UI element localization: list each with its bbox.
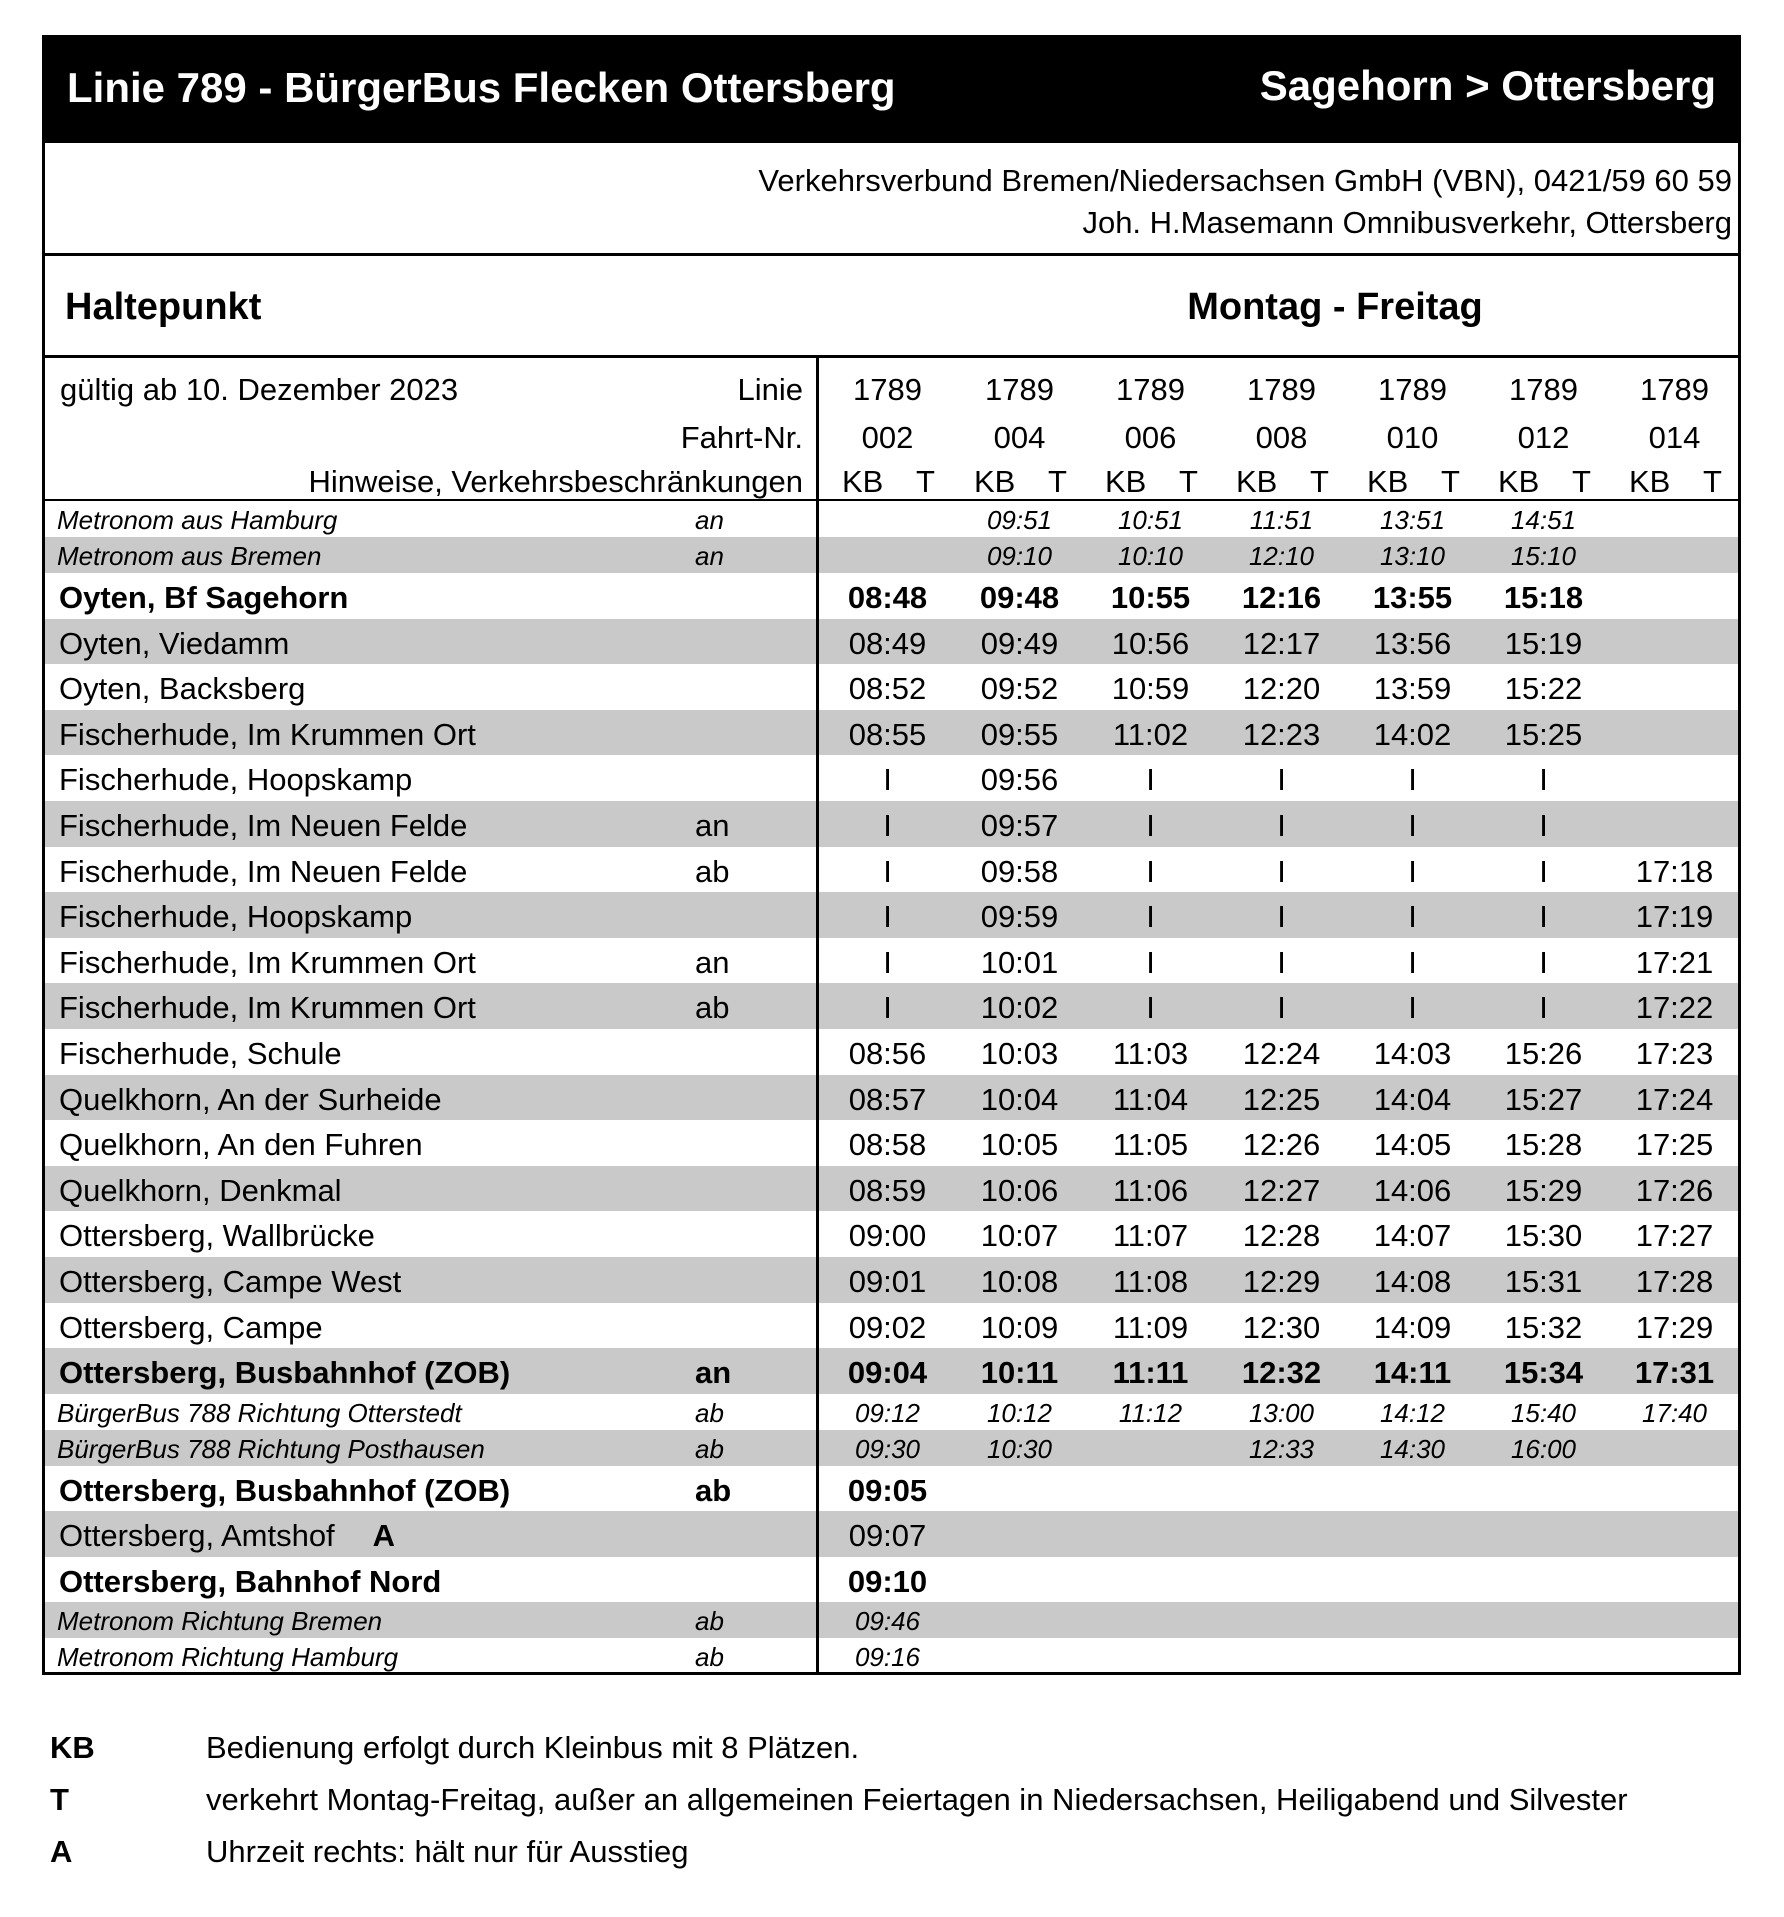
- stop-name-text: Quelkhorn, An den Fuhren: [59, 1127, 423, 1163]
- note-t: T: [1441, 464, 1460, 499]
- note-t: T: [1179, 464, 1198, 499]
- time-cell: 10:09: [980, 1309, 1059, 1345]
- table-row: [45, 1602, 1738, 1638]
- note-kb: KB: [1105, 464, 1147, 499]
- table-row: [45, 983, 1738, 1029]
- time-cell: I: [1539, 899, 1548, 935]
- time-cell: 09:59: [980, 899, 1059, 935]
- time-cell: I: [883, 807, 892, 843]
- time-cell: 08:59: [848, 1172, 927, 1208]
- time-cell: 09:16: [854, 1642, 921, 1673]
- time-cell: 12:25: [1242, 1081, 1321, 1117]
- stop-name: [57, 1434, 485, 1465]
- stop-name-text: BürgerBus 788 Richtung Posthausen: [57, 1433, 485, 1464]
- note-t: T: [1048, 464, 1067, 499]
- time-cell: 12:24: [1242, 1035, 1321, 1071]
- time-cell: 11:09: [1112, 1309, 1189, 1345]
- days-header: [45, 256, 1738, 358]
- time-cell: I: [883, 990, 892, 1026]
- time-cell: 10:05: [980, 1127, 1059, 1163]
- time-cell: 08:57: [848, 1081, 927, 1117]
- stop-rows: [45, 501, 1738, 1674]
- time-cell: I: [1277, 944, 1286, 980]
- stop-name-text: Metronom aus Hamburg: [57, 505, 338, 535]
- time-cell: I: [1539, 990, 1548, 1026]
- table-row: [45, 710, 1738, 756]
- arrival-departure-mark: an: [695, 807, 730, 843]
- time-cell: 09:12: [854, 1397, 921, 1428]
- time-cell: 12:29: [1242, 1263, 1321, 1299]
- time-cell: 14:03: [1373, 1035, 1452, 1071]
- stop-name: [59, 854, 467, 890]
- stop-name: [59, 899, 412, 935]
- time-cell: 12:30: [1242, 1309, 1321, 1345]
- arrival-departure-mark: ab: [695, 853, 730, 889]
- time-cell: I: [883, 944, 892, 980]
- legend-item: [50, 1834, 1750, 1886]
- arrival-departure-mark: ab: [695, 1606, 724, 1637]
- time-cell: 17:25: [1635, 1127, 1714, 1163]
- time-cell: 10:06: [980, 1172, 1059, 1208]
- table-row: [45, 892, 1738, 938]
- time-cell: 12:17: [1242, 625, 1321, 661]
- time-cell: I: [1277, 990, 1286, 1026]
- time-cell: 14:11: [1373, 1355, 1452, 1391]
- stop-name-text: BürgerBus 788 Richtung Otterstedt: [57, 1397, 462, 1428]
- time-cell: 17:18: [1635, 853, 1714, 889]
- trip-linie: 1789: [1116, 372, 1185, 407]
- time-cell: 09:46: [854, 1606, 921, 1637]
- arrival-departure-mark: an: [695, 541, 724, 571]
- trip-fahrt-nr: 002: [861, 420, 914, 455]
- trip-fahrt-nr: 004: [993, 420, 1046, 455]
- haltepunkt-heading: Haltepunkt: [65, 286, 262, 328]
- time-cell: I: [883, 762, 892, 798]
- table-row: [45, 1303, 1738, 1349]
- hinweise-label: Hinweise, Verkehrsbeschränkungen: [308, 464, 803, 499]
- stop-name-text: Metronom Richtung Hamburg: [57, 1642, 399, 1673]
- note-kb: KB: [1498, 464, 1540, 499]
- time-cell: 09:00: [848, 1218, 927, 1254]
- stop-name: [59, 1310, 323, 1346]
- time-cell: 10:59: [1111, 671, 1190, 707]
- time-cell: 15:31: [1504, 1263, 1583, 1299]
- table-row: [45, 619, 1738, 665]
- time-cell: 17:21: [1635, 944, 1714, 980]
- time-cell: 13:59: [1373, 671, 1452, 707]
- time-cell: 15:28: [1504, 1127, 1583, 1163]
- stop-name: [59, 945, 476, 981]
- legend: [50, 1730, 1750, 1886]
- time-cell: I: [1146, 990, 1155, 1026]
- time-cell: 13:55: [1372, 580, 1453, 615]
- stop-name: [59, 626, 289, 662]
- stop-name: [59, 1127, 423, 1163]
- time-cell: 17:19: [1635, 899, 1714, 935]
- time-cell: 09:51: [986, 505, 1053, 535]
- time-cell: 09:07: [848, 1518, 927, 1554]
- stop-name-text: Ottersberg, Busbahnhof (ZOB): [59, 1472, 511, 1508]
- time-cell: 17:31: [1634, 1355, 1715, 1391]
- time-cell: 15:34: [1503, 1355, 1584, 1391]
- time-cell: 15:25: [1504, 716, 1583, 752]
- time-cell: 14:02: [1373, 716, 1452, 752]
- time-cell: 09:49: [980, 625, 1059, 661]
- stop-name: [59, 1173, 342, 1209]
- arrival-departure-mark: an: [695, 1355, 732, 1391]
- time-cell: 09:48: [979, 580, 1060, 615]
- time-cell: 09:10: [986, 541, 1053, 571]
- table-row: [45, 1348, 1738, 1394]
- time-cell: 08:56: [848, 1035, 927, 1071]
- stop-name-text: Fischerhude, Hoopskamp: [59, 762, 413, 798]
- stop-name: [59, 1036, 342, 1072]
- stop-name-text: Fischerhude, Im Krummen Ort: [59, 990, 476, 1026]
- time-cell: 13:10: [1379, 541, 1446, 571]
- stop-name: [59, 580, 348, 616]
- time-cell: 13:56: [1373, 625, 1452, 661]
- legend-item: [50, 1730, 1750, 1782]
- time-cell: 12:10: [1248, 541, 1315, 571]
- stop-name-text: Metronom Richtung Bremen: [57, 1606, 383, 1637]
- days-heading: Montag - Freitag: [1187, 286, 1483, 328]
- time-cell: 11:08: [1112, 1263, 1189, 1299]
- time-cell: 14:08: [1373, 1263, 1452, 1299]
- time-cell: 10:03: [980, 1035, 1059, 1071]
- stop-name: [59, 671, 305, 707]
- legend-key: KB: [50, 1730, 95, 1765]
- time-cell: 14:07: [1373, 1218, 1452, 1254]
- time-cell: 10:08: [980, 1263, 1059, 1299]
- time-cell: I: [1539, 762, 1548, 798]
- route-direction: Sagehorn > Ottersberg: [1259, 62, 1716, 109]
- trip-linie: 1789: [1378, 372, 1447, 407]
- time-cell: 15:27: [1504, 1081, 1583, 1117]
- time-cell: 09:02: [848, 1309, 927, 1345]
- table-row: [45, 1511, 1738, 1557]
- time-cell: 10:30: [986, 1433, 1053, 1464]
- time-cell: 15:30: [1504, 1218, 1583, 1254]
- time-cell: 13:51: [1379, 505, 1446, 535]
- stop-name: [59, 717, 476, 753]
- time-cell: I: [1408, 899, 1417, 935]
- stop-name: [59, 1218, 375, 1254]
- time-cell: I: [1539, 944, 1548, 980]
- time-cell: I: [1408, 990, 1417, 1026]
- timetable-header: [45, 38, 1738, 143]
- stop-name-text: Oyten, Viedamm: [59, 625, 290, 661]
- stop-name: [59, 1564, 441, 1600]
- trip-fahrt-nr: 010: [1386, 420, 1439, 455]
- trip-linie: 1789: [985, 372, 1054, 407]
- time-cell: 17:26: [1635, 1172, 1714, 1208]
- trip-meta: [45, 358, 1738, 501]
- time-cell: 12:23: [1242, 716, 1321, 752]
- time-cell: I: [1277, 899, 1286, 935]
- time-cell: I: [1408, 807, 1417, 843]
- time-cell: 11:12: [1118, 1397, 1183, 1428]
- time-cell: 09:56: [980, 762, 1059, 798]
- note-kb: KB: [1236, 464, 1278, 499]
- time-cell: I: [1146, 853, 1155, 889]
- operator-line-1: Verkehrsverbund Bremen/Niedersachsen GmbH (VBN), 0421/59 60 59: [758, 163, 1732, 198]
- table-row: [45, 1211, 1738, 1257]
- time-cell: 11:06: [1112, 1172, 1189, 1208]
- legend-key: T: [50, 1782, 69, 1817]
- time-cell: 10:10: [1117, 541, 1184, 571]
- time-cell: 10:51: [1117, 505, 1184, 535]
- table-row: [45, 537, 1738, 573]
- column-divider: [816, 358, 819, 1672]
- time-cell: 10:12: [986, 1397, 1053, 1428]
- stop-name-text: Ottersberg, Bahnhof Nord: [59, 1563, 442, 1599]
- time-cell: 10:56: [1111, 625, 1190, 661]
- stop-name: [57, 1398, 462, 1429]
- stop-name-text: Ottersberg, Campe West: [59, 1263, 402, 1299]
- time-cell: I: [1146, 807, 1155, 843]
- time-cell: 15:29: [1504, 1172, 1583, 1208]
- note-kb: KB: [1629, 464, 1671, 499]
- time-cell: 14:30: [1379, 1433, 1446, 1464]
- stop-name: [59, 1264, 401, 1300]
- line-title: Linie 789 - BürgerBus Flecken Ottersberg: [67, 64, 896, 111]
- time-cell: 08:55: [848, 716, 927, 752]
- time-cell: 11:02: [1112, 716, 1189, 752]
- arrival-departure-mark: ab: [695, 1433, 724, 1464]
- legend-text: Bedienung erfolgt durch Kleinbus mit 8 Plätzen.: [206, 1730, 860, 1765]
- stop-name-text: Fischerhude, Im Neuen Felde: [59, 807, 468, 843]
- note-t: T: [1310, 464, 1329, 499]
- time-cell: 12:27: [1242, 1172, 1321, 1208]
- stop-name: [59, 762, 412, 798]
- table-row: [45, 1638, 1738, 1674]
- time-cell: I: [1277, 762, 1286, 798]
- time-cell: I: [1539, 853, 1548, 889]
- time-cell: 17:27: [1635, 1218, 1714, 1254]
- trip-fahrt-nr: 006: [1124, 420, 1177, 455]
- time-cell: I: [1408, 853, 1417, 889]
- time-cell: I: [1539, 807, 1548, 843]
- time-cell: 11:51: [1249, 505, 1314, 535]
- stop-name-text: Quelkhorn, An der Surheide: [59, 1081, 442, 1117]
- table-row: [45, 801, 1738, 847]
- operator-line-2: Joh. H.Masemann Omnibusverkehr, Ottersberg: [1082, 205, 1732, 240]
- note-kb: KB: [974, 464, 1016, 499]
- note-kb: KB: [1367, 464, 1409, 499]
- time-cell: I: [1408, 762, 1417, 798]
- time-cell: 09:04: [847, 1355, 928, 1391]
- linie-row: [45, 366, 1738, 410]
- time-cell: 08:48: [847, 580, 928, 615]
- stop-name: [59, 1082, 442, 1118]
- time-cell: I: [1146, 762, 1155, 798]
- time-cell: 17:28: [1635, 1263, 1714, 1299]
- operator-info: [45, 143, 1738, 256]
- valid-from: gültig ab 10. Dezember 2023: [60, 372, 459, 407]
- stop-name-text: Ottersberg, Busbahnhof (ZOB): [59, 1355, 511, 1391]
- time-cell: 15:26: [1504, 1035, 1583, 1071]
- stop-name: [57, 1606, 382, 1637]
- linie-label: Linie: [737, 372, 803, 407]
- time-cell: I: [883, 853, 892, 889]
- time-cell: 09:58: [980, 853, 1059, 889]
- time-cell: 09:52: [980, 671, 1059, 707]
- legend-text: Uhrzeit rechts: hält nur für Ausstieg: [206, 1834, 689, 1869]
- table-row: [45, 938, 1738, 984]
- time-cell: 17:29: [1635, 1309, 1714, 1345]
- table-row: [45, 1075, 1738, 1121]
- time-cell: 15:40: [1510, 1397, 1577, 1428]
- stop-name: [59, 1518, 395, 1554]
- stop-name-text: Fischerhude, Hoopskamp: [59, 899, 413, 935]
- stop-name: [59, 1473, 510, 1509]
- table-row: [45, 1257, 1738, 1303]
- stop-name-text: Ottersberg, Wallbrücke: [59, 1218, 375, 1254]
- stop-name-text: Oyten, Bf Sagehorn: [59, 580, 349, 615]
- stop-name-text: Ottersberg, Amtshof: [59, 1518, 335, 1554]
- arrival-departure-mark: ab: [695, 1642, 724, 1673]
- stop-note: A: [372, 1518, 396, 1554]
- trip-linie: 1789: [1247, 372, 1316, 407]
- time-cell: 12:16: [1241, 580, 1322, 615]
- stop-name-text: Metronom aus Bremen: [57, 541, 322, 571]
- time-cell: 09:30: [854, 1433, 921, 1464]
- time-cell: 12:32: [1241, 1355, 1322, 1391]
- time-cell: 17:40: [1641, 1397, 1708, 1428]
- stop-name-text: Quelkhorn, Denkmal: [59, 1172, 342, 1208]
- stop-name-text: Oyten, Backsberg: [59, 671, 306, 707]
- time-cell: 15:32: [1504, 1309, 1583, 1345]
- table-row: [45, 1166, 1738, 1212]
- time-cell: 13:00: [1248, 1397, 1315, 1428]
- time-cell: I: [1146, 944, 1155, 980]
- table-row: [45, 1394, 1738, 1430]
- time-cell: 15:10: [1510, 541, 1577, 571]
- note-t: T: [916, 464, 935, 499]
- time-cell: 15:18: [1503, 580, 1584, 615]
- time-cell: 14:06: [1373, 1172, 1452, 1208]
- time-cell: 17:22: [1635, 990, 1714, 1026]
- table-row: [45, 847, 1738, 893]
- time-cell: 10:07: [980, 1218, 1059, 1254]
- time-cell: I: [1408, 944, 1417, 980]
- legend-text: verkehrt Montag-Freitag, außer an allgemeinen Feiertagen in Niedersachsen, Heiligabend und Silvester: [206, 1782, 1628, 1817]
- trip-fahrt-nr: 014: [1648, 420, 1701, 455]
- arrival-departure-mark: an: [695, 944, 730, 980]
- time-cell: 09:10: [847, 1563, 928, 1599]
- time-cell: I: [883, 899, 892, 935]
- table-row: [45, 573, 1738, 619]
- note-t: T: [1572, 464, 1591, 499]
- time-cell: 12:26: [1242, 1127, 1321, 1163]
- time-cell: 11:04: [1112, 1081, 1189, 1117]
- stop-name-text: Ottersberg, Campe: [59, 1309, 323, 1345]
- time-cell: 14:51: [1510, 505, 1577, 535]
- time-cell: 09:57: [980, 807, 1059, 843]
- timetable: [42, 35, 1741, 1675]
- time-cell: 08:58: [848, 1127, 927, 1163]
- stop-name: [59, 1355, 510, 1391]
- time-cell: 14:05: [1373, 1127, 1452, 1163]
- trip-linie: 1789: [853, 372, 922, 407]
- stop-name: [57, 541, 321, 572]
- trip-fahrt-nr: 012: [1517, 420, 1570, 455]
- time-cell: 09:01: [848, 1263, 927, 1299]
- time-cell: 17:23: [1635, 1035, 1714, 1071]
- table-row: [45, 1557, 1738, 1603]
- stop-name: [57, 505, 337, 536]
- time-cell: I: [1277, 807, 1286, 843]
- time-cell: 10:04: [980, 1081, 1059, 1117]
- trip-fahrt-nr: 008: [1255, 420, 1308, 455]
- time-cell: 08:49: [848, 625, 927, 661]
- time-cell: 10:02: [980, 990, 1059, 1026]
- time-cell: 11:07: [1112, 1218, 1189, 1254]
- time-cell: 12:20: [1242, 671, 1321, 707]
- trip-linie: 1789: [1509, 372, 1578, 407]
- time-cell: 17:24: [1635, 1081, 1714, 1117]
- time-cell: 10:55: [1110, 580, 1191, 615]
- time-cell: I: [1277, 853, 1286, 889]
- note-t: T: [1703, 464, 1722, 499]
- stop-name: [59, 990, 476, 1026]
- time-cell: 11:11: [1112, 1355, 1189, 1391]
- hinweise-row: [45, 458, 1738, 502]
- table-row: [45, 1029, 1738, 1075]
- time-cell: 16:00: [1510, 1433, 1577, 1464]
- arrival-departure-mark: ab: [695, 1472, 732, 1508]
- time-cell: 09:05: [847, 1472, 928, 1508]
- time-cell: 08:52: [848, 671, 927, 707]
- table-row: [45, 1430, 1738, 1466]
- time-cell: 14:12: [1379, 1397, 1446, 1428]
- note-kb: KB: [842, 464, 884, 499]
- arrival-departure-mark: ab: [695, 1397, 724, 1428]
- time-cell: 12:33: [1248, 1433, 1315, 1464]
- fahrt-label: Fahrt-Nr.: [680, 420, 803, 455]
- time-cell: 10:11: [980, 1355, 1059, 1391]
- legend-key: A: [50, 1834, 73, 1869]
- fahrt-row: [45, 414, 1738, 458]
- stop-name: [57, 1642, 398, 1673]
- table-row: [45, 501, 1738, 537]
- time-cell: 11:03: [1112, 1035, 1189, 1071]
- time-cell: 09:55: [980, 716, 1059, 752]
- time-cell: 15:22: [1504, 671, 1583, 707]
- arrival-departure-mark: an: [695, 505, 724, 535]
- stop-name-text: Fischerhude, Im Neuen Felde: [59, 853, 468, 889]
- stop-name-text: Fischerhude, Im Krummen Ort: [59, 716, 476, 752]
- stop-name: [59, 808, 467, 844]
- time-cell: I: [1146, 899, 1155, 935]
- trip-linie: 1789: [1640, 372, 1709, 407]
- time-cell: 10:01: [980, 944, 1059, 980]
- arrival-departure-mark: ab: [695, 990, 730, 1026]
- stop-name-text: Fischerhude, Schule: [59, 1035, 342, 1071]
- table-row: [45, 664, 1738, 710]
- table-row: [45, 755, 1738, 801]
- stop-name-text: Fischerhude, Im Krummen Ort: [59, 944, 476, 980]
- time-cell: 14:09: [1373, 1309, 1452, 1345]
- time-cell: 15:19: [1504, 625, 1583, 661]
- time-cell: 12:28: [1242, 1218, 1321, 1254]
- time-cell: 14:04: [1373, 1081, 1452, 1117]
- time-cell: 11:05: [1112, 1127, 1189, 1163]
- legend-item: [50, 1782, 1750, 1834]
- table-row: [45, 1466, 1738, 1512]
- table-row: [45, 1120, 1738, 1166]
